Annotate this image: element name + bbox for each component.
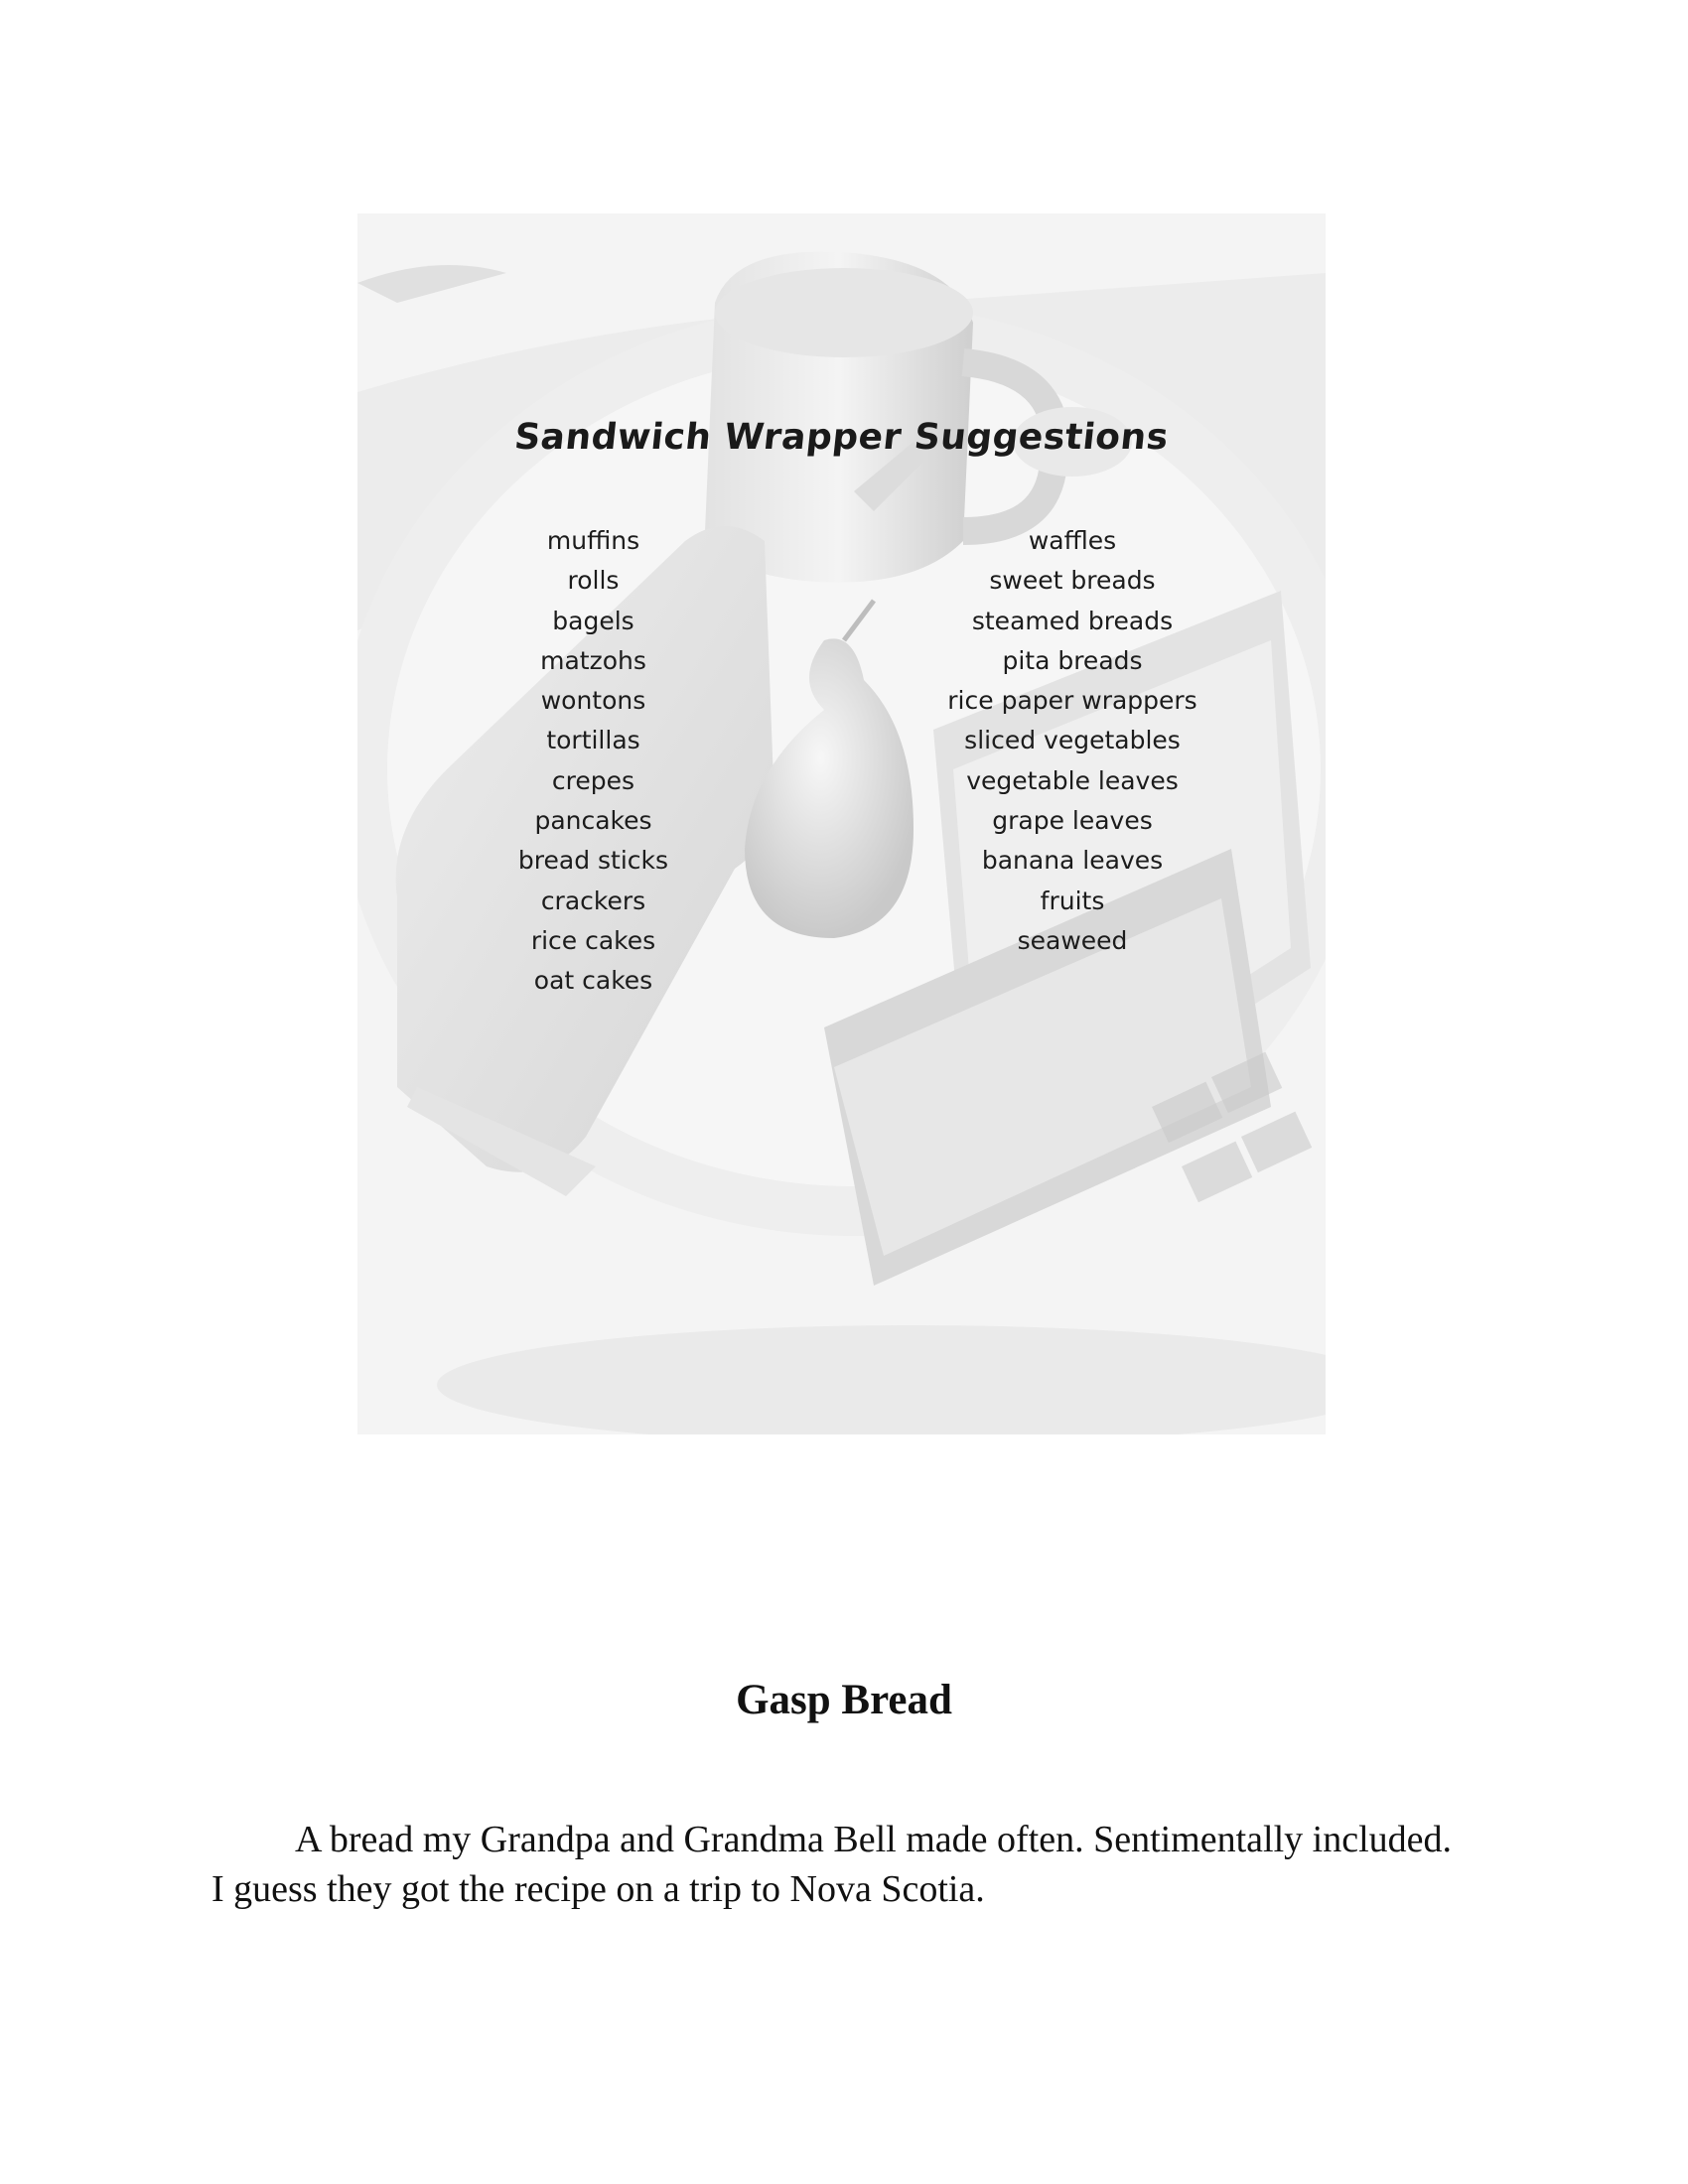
list-item: grape leaves — [992, 806, 1153, 836]
list-item: tortillas — [546, 726, 640, 755]
list-item: crepes — [551, 765, 635, 795]
list-item: banana leaves — [981, 846, 1164, 876]
list-item: oat cakes — [533, 966, 653, 996]
list-item: steamed breads — [971, 606, 1174, 635]
recipe-intro-paragraph: A bread my Grandpa and Grandma Bell made often. Sentimentally included. I guess they got the recipe on a trip to Nova Scotia. — [211, 1819, 1452, 1910]
list-item: vegetable leaves — [966, 765, 1179, 795]
list-item: waffles — [1028, 526, 1117, 555]
wrapper-list-right — [914, 521, 1231, 961]
list-item: pita breads — [1002, 645, 1143, 675]
list-item: sliced vegetables — [964, 726, 1181, 755]
list-item: sweet breads — [989, 566, 1156, 596]
list-item: crackers — [540, 886, 646, 915]
list-item: wontons — [540, 686, 646, 716]
list-item: rice cakes — [530, 925, 656, 955]
sandwich-wrapper-illustration — [357, 213, 1326, 1434]
wrapper-suggestions-title: Sandwich Wrapper Suggestions — [512, 417, 1171, 458]
list-item: muffins — [546, 526, 640, 555]
list-item: rice paper wrappers — [947, 686, 1197, 716]
list-item: bread sticks — [517, 846, 669, 876]
list-item: seaweed — [1017, 925, 1128, 955]
list-item: rolls — [567, 566, 620, 596]
list-item: pancakes — [534, 806, 652, 836]
list-item: fruits — [1040, 886, 1105, 915]
recipe-title: Gasp Bread — [736, 1677, 952, 1723]
list-item: bagels — [552, 606, 634, 635]
wrapper-list-left — [472, 521, 715, 1002]
list-item: matzohs — [540, 645, 646, 675]
